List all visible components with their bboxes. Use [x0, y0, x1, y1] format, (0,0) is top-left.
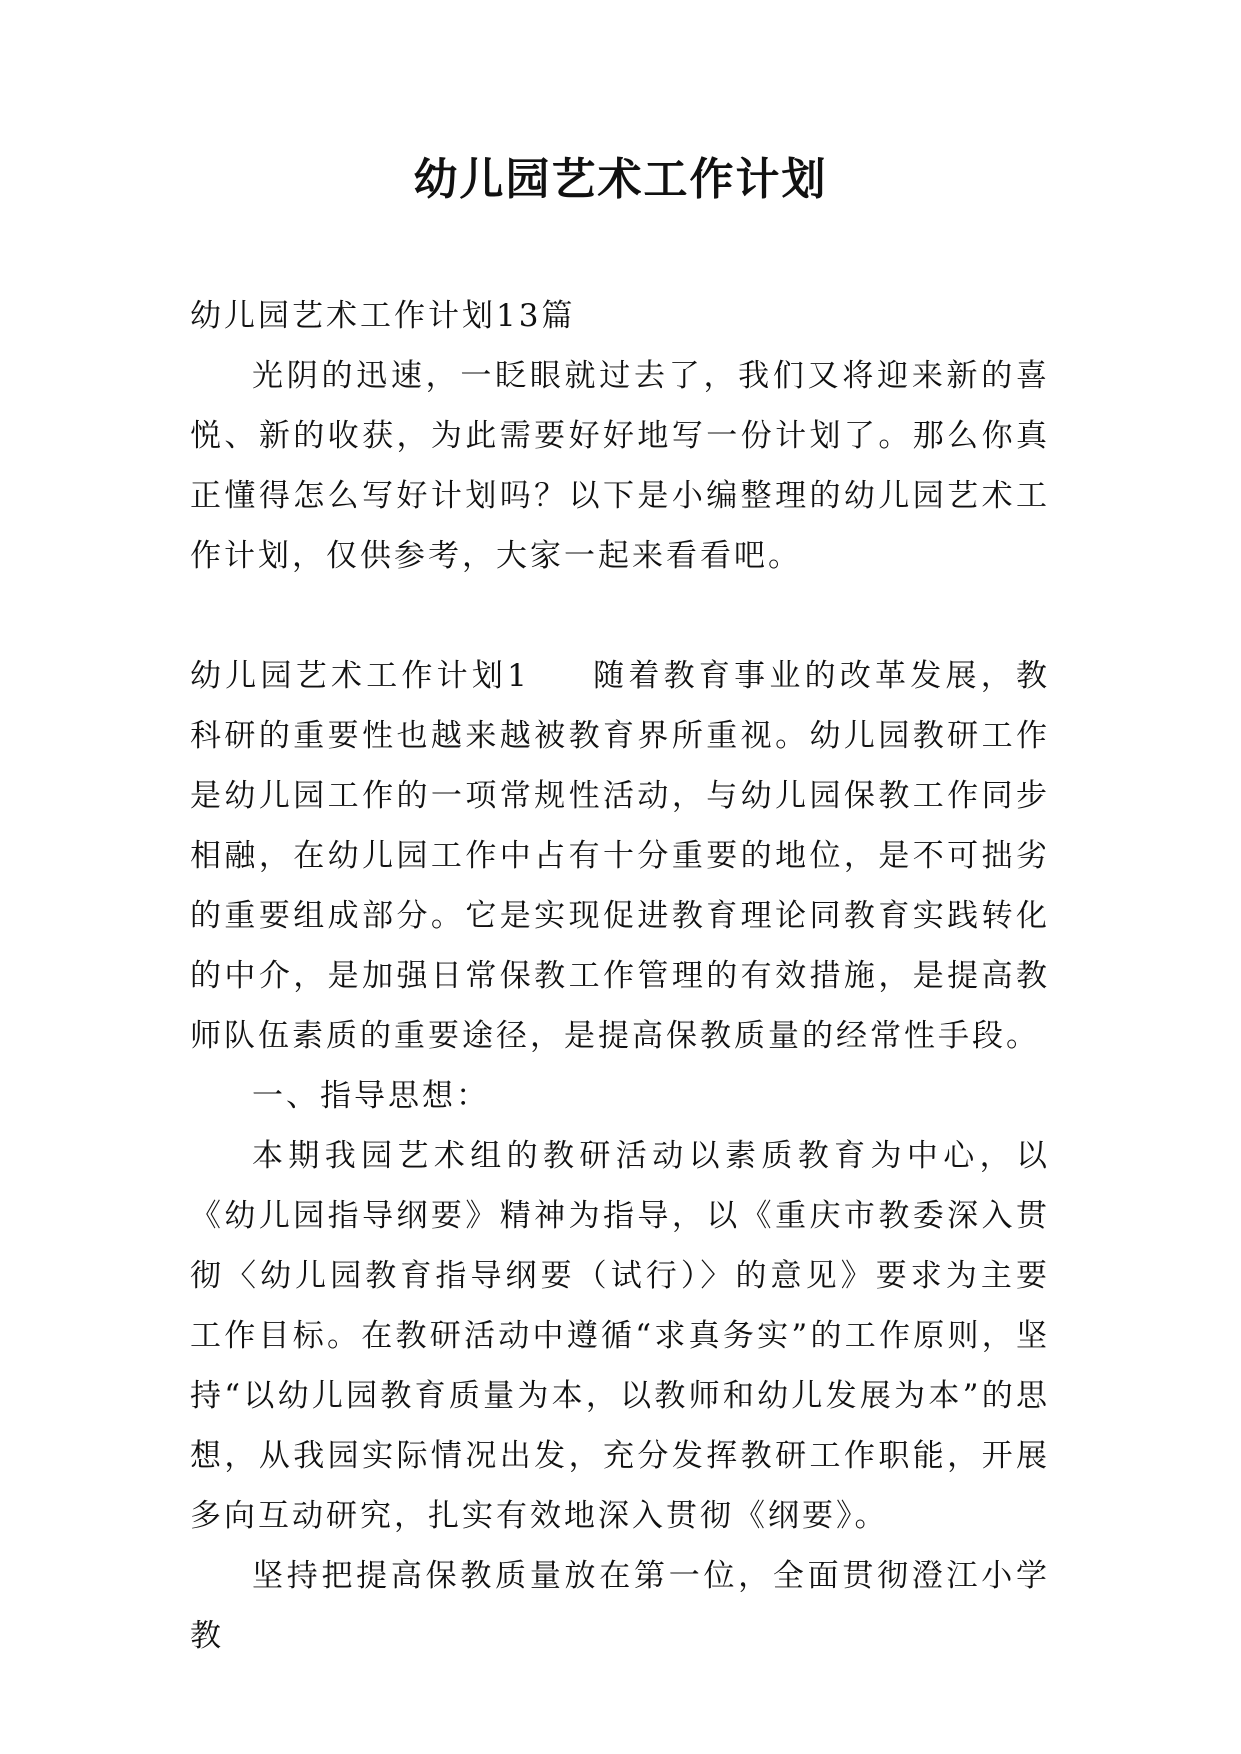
section-1-paragraph [190, 646, 1050, 1066]
document-title: 幼儿园艺术工作计划 [413, 154, 828, 205]
guiding-heading: 一、指导思想： [252, 1078, 490, 1114]
intro-paragraph: 光阴的迅速，一眨眼就过去了，我们又将迎来新的喜悦、新的收获，为此需要好好地写一份计划了。那么你真正懂得怎么写好计划吗？以下是小编整理的幼儿园艺术工作计划，仅供参考，大家一起来看看吧。 [190, 358, 1050, 574]
section-1-label: 幼儿园艺术工作计划1 [190, 658, 530, 694]
last-paragraph: 坚持把提高保教质量放在第一位，全面贯彻澄江小学教 [190, 1558, 1050, 1654]
section-1-lead-text: 随着教育事业的改革发展，教科研的重要性也越来越被教育界所重视。幼儿园教研工作是幼儿园工作的一项常规性活动，与幼儿园保教工作同步相融，在幼儿园工作中占有十分重要的地位，是不可拙劣的重要组成部分。它是实现促进教育理论同教育实践转化的中介，是加强日常保教工作管理的有效措施，是提高教师队伍素质的重要途径，是提高保教质量的经常性手段。 [190, 658, 1051, 1054]
document-body [190, 286, 1050, 1666]
paragraph-gap [190, 586, 1050, 646]
guiding-paragraph: 本期我园艺术组的教研活动以素质教育为中心，以《幼儿园指导纲要》精神为指导，以《重庆市教委深入贯彻〈幼儿园教育指导纲要（试行）〉的意见》要求为主要工作目标。在教研活动中遵循“求真务实”的工作原则，坚持“以幼儿园教育质量为本，以教师和幼儿发展为本”的思想，从我园实际情况出发，充分发挥教研工作职能，开展多向互动研究，扎实有效地深入贯彻《纲要》。 [190, 1138, 1050, 1534]
document-subtitle: 幼儿园艺术工作计划13篇 [190, 298, 576, 334]
